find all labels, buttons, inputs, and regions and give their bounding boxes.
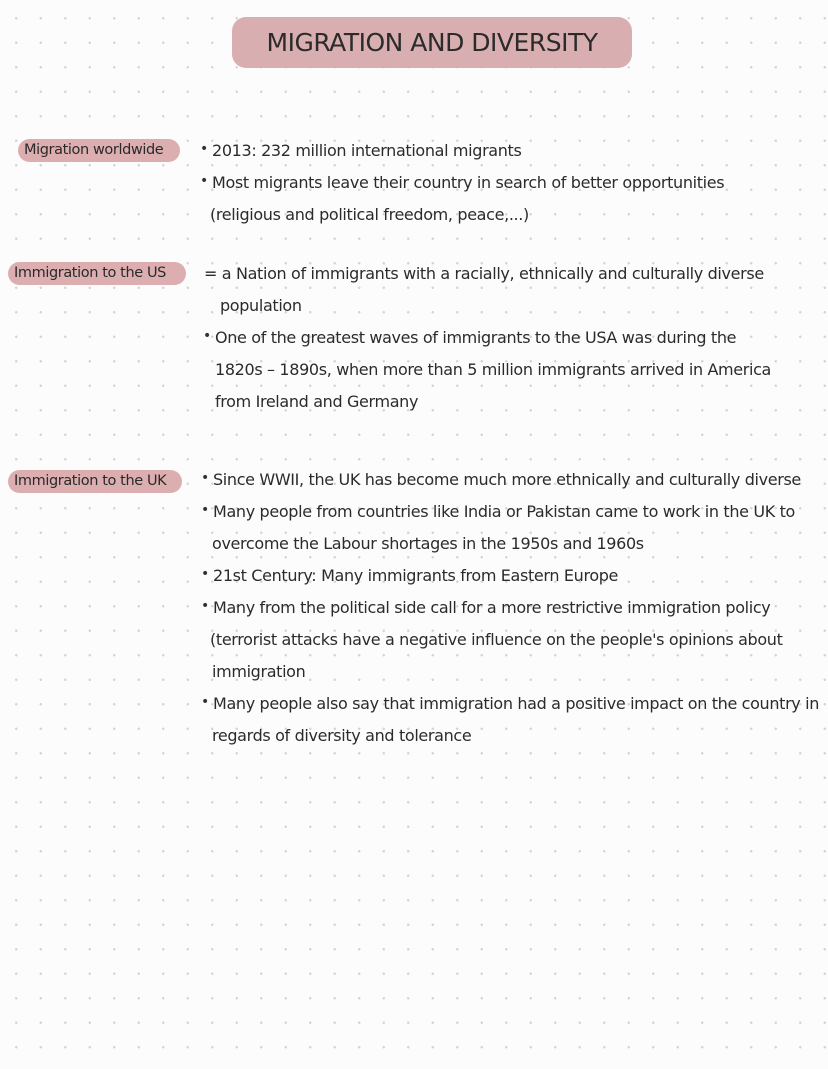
- section-tag-immigration-uk: Immigration to the UK: [8, 470, 182, 493]
- note-line: Many people from countries like India or Pakistan came to work in the UK to: [213, 502, 795, 521]
- page-title: MIGRATION AND DIVERSITY: [232, 17, 632, 68]
- bullet-icon: •: [201, 598, 210, 614]
- note-line: Many from the political side call for a more restrictive immigration policy: [213, 598, 771, 617]
- note-line: Since WWII, the UK has become much more ethnically and culturally diverse: [213, 470, 801, 489]
- bullet-icon: •: [201, 470, 210, 486]
- note-line: population: [220, 296, 302, 315]
- note-line: from Ireland and Germany: [215, 392, 419, 411]
- section-tag-immigration-us: Immigration to the US: [8, 262, 186, 285]
- note-line: (terrorist attacks have a negative influence on the people's opinions about: [210, 630, 783, 649]
- note-line: (religious and political freedom, peace,...): [210, 205, 529, 224]
- note-line: = a Nation of immigrants with a racially, ethnically and culturally diverse: [204, 264, 764, 283]
- note-line: One of the greatest waves of immigrants to the USA was during the: [215, 328, 737, 347]
- bullet-icon: •: [201, 502, 210, 518]
- note-line: 21st Century: Many immigrants from Eastern Europe: [213, 566, 619, 585]
- note-line: overcome the Labour shortages in the 1950s and 1960s: [212, 534, 644, 553]
- section-tag-migration-worldwide: Migration worldwide: [18, 139, 180, 162]
- note-line: Most migrants leave their country in search of better opportunities: [212, 173, 725, 192]
- note-line: 1820s – 1890s, when more than 5 million immigrants arrived in America: [215, 360, 772, 379]
- bullet-icon: •: [200, 173, 209, 189]
- bullet-icon: •: [201, 566, 210, 582]
- note-line: 2013: 232 million international migrants: [212, 141, 522, 160]
- bullet-icon: •: [203, 328, 212, 344]
- bullet-icon: •: [200, 141, 209, 157]
- bullet-icon: •: [201, 694, 210, 710]
- note-line: regards of diversity and tolerance: [212, 726, 472, 745]
- note-line: immigration: [212, 662, 306, 681]
- note-line: Many people also say that immigration had a positive impact on the country in: [213, 694, 820, 713]
